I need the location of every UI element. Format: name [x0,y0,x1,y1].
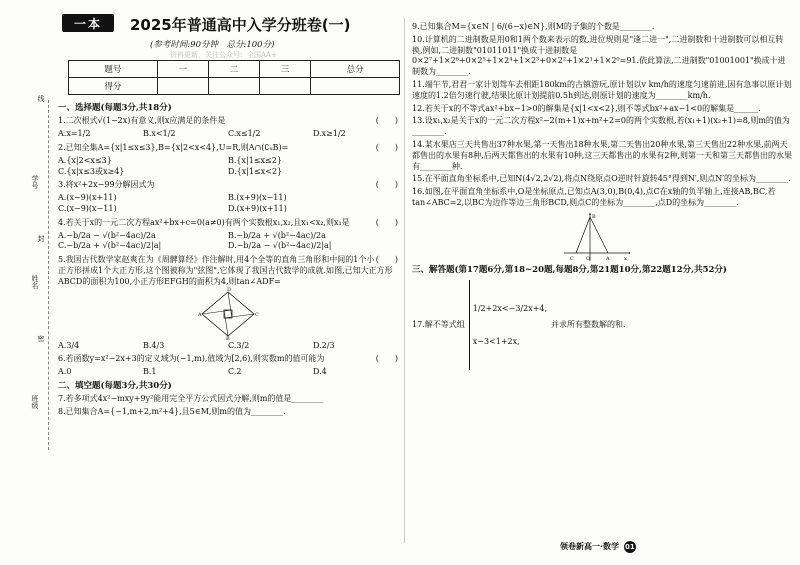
svg-text:C: C [570,255,574,262]
question-16[interactable]: 16.如图,在平面直角坐标系中,O是坐标原点,已知点A(3,0),B(0,4),点C在x轴的负半轴上,连接AB,BC,若tan∠ABC=2,以BC为边作等边三角形BCD,则点C的坐标为________,点D的坐标为________. [412,187,776,207]
score-entry-cell[interactable] [157,78,208,95]
option-a[interactable]: A.{x|2<x≤3} [58,155,112,165]
option-a[interactable]: A.0 [58,367,72,377]
inequality-system [469,280,547,370]
score-cell: 三 [260,61,311,78]
options-q4 [58,231,398,253]
right-column [412,22,792,372]
answer-blank[interactable]: ( ) [375,217,398,227]
question-9[interactable]: 9.已知集合M={x∈N | 6/(6−x)∈N},则M的子集的个数是________. [412,22,655,31]
score-table [68,60,400,95]
option-b[interactable]: B.−b/2a + √(b²−4ac)/2a [228,230,326,240]
options-q2 [58,156,398,178]
exam-subtitle: (参考时间:90分钟 总分:100分) [150,40,275,50]
inequality-1: 1/2+2x<−3/2x+4, [472,303,548,313]
page-footer [560,541,636,553]
option-b[interactable]: B.{x|1≤x≤2} [228,155,282,165]
gutter-label-line: 线 [37,95,45,102]
question-4: ( ) 4.若关于x的一元二次方程ax²+bx+c=0(a≠0)有两个实数根x₁,x₂,且x₁<x₂,则x₁是 [58,217,398,227]
option-a[interactable]: A.(x−9)(x+11) [58,193,117,203]
answer-blank[interactable]: ( ) [375,180,398,190]
score-table-header-row [69,61,400,78]
option-a[interactable]: A.3/4 [58,340,80,350]
question-14[interactable]: 14.某水果店三天共售出37种水果,第一天售出18种水果,第二天售出20种水果,第三天售出22种水果,前两天都售出的水果有8种,后两天都售出的水果有10种,这三天都售出的水果有2种,则第一天和第三天都售出的水果有________种. [412,139,792,171]
page-number: 01 [624,543,635,551]
score-cell: 总分 [311,61,400,78]
options-q5 [58,341,398,352]
section-heading: 一、选择题(每题3分,共18分) [58,103,172,113]
question-15[interactable]: 15.在平面直角坐标系中,已知N(4√2,2√2),将点N绕原点O逆时针旋转45°得到N′,则点N′的坐标为________. [412,174,791,184]
score-entry-cell[interactable] [260,78,311,95]
watermark-text: 资料更新，关注公众号：全国AA+ [170,51,277,59]
gutter-label-name: 姓名 [31,275,39,289]
option-c[interactable]: C.−b/2a + √(b²−4ac)/2|a| [58,241,162,251]
coordinate-triangle-figure [562,211,632,263]
question-5: ( ) 5.我国古代数学家赵爽在为《周髀算经》作注解时,用4个全等的直角三角形和中间的1个小正方形拼成1个大正方形,这个图被称为"弦图",它体现了我国古代数学的成就.如图,已知大正方形ABCD的面积为100,小正方形EFGH的面积为4,则tan∠ADF= [58,255,398,286]
question-7[interactable]: 7.若多项式4x²−mxy+9y²能用完全平方公式因式分解,则m的值是________ [58,394,324,404]
answer-blank[interactable]: ( ) [375,143,398,153]
gutter-label-student-id: 学号 [31,175,39,189]
score-table-score-row [69,78,400,95]
option-c[interactable]: C.(x−9)(x−11) [58,204,117,214]
score-entry-cell[interactable] [311,78,400,95]
question-6: ( ) 6.若函数y=x²−2x+3的定义域为(−1,m),值域为[2,6),则实数m的值可能为 [58,354,398,364]
svg-text:C: C [255,311,259,318]
option-a[interactable]: A.−b/2a − √(b²−4ac)/2a [58,230,156,240]
svg-text:B: B [592,213,596,220]
question-13[interactable]: 13.设x₁,x₂是关于x的一元二次方程x²−2(m+1)x+m²+2=0的两个实数根,若(x₁+1)(x₂+1)=8,则m的值为________. [412,116,790,137]
score-entry-cell[interactable] [208,78,259,95]
question-3: ( ) 3.将x²+2x−99分解因式为 [58,180,398,190]
zhao-shuang-diagram-area [58,286,398,342]
question-10[interactable]: 10.计算机的二进制数是用0和1两个数来表示的数,进位规则是"逢二进一",二进制数和十进制数可以相互转换,例如,二进制数"01011011"换成十进制数是0×2⁷+1×2⁶+0×2⁵+1×2⁴+1×2³+0×2²+1×2¹+1×2⁰=91.依此算法,二进制数"01001001"换成十进制数为________. [412,34,786,77]
option-c[interactable]: C.{x|x≤3或x≥4} [58,166,125,176]
options-q1 [58,129,398,140]
brand-logo: 一本 [62,14,114,32]
option-b[interactable]: B.(x+9)(x−11) [228,193,287,203]
section-heading: 二、填空题(每题3分,共30分) [58,381,172,392]
question-11[interactable]: 11.端午节,君君一家计划驾车去相距180km的古镇游玩,原计划以v km/h的速度匀速前进,因有急事以原计划速度的1.2倍匀速行驶,结果比原计划提前0.5h到达,则原计划的速度为________km/h. [412,79,792,100]
coordinate-figure-area [412,211,792,263]
svg-text:B: B [226,335,230,342]
option-d[interactable]: D.2/3 [313,340,335,350]
score-cell: 二 [208,61,259,78]
question-1: ( ) 1.二次根式√(1−2x)有意义,则x应满足的条件是 [58,116,398,126]
score-cell: 一 [157,61,208,78]
option-b[interactable]: B.x<1/2 [143,129,176,139]
options-q6 [58,367,398,378]
question-17-tail: 并求所有整数解的和. [551,319,626,329]
option-d[interactable]: D.−b/2a − √(b²−4ac)/2|a| [228,241,332,251]
question-2: ( ) 2.已知全集A={x|1≤x≤3},B={x|2<x<4},U=R,则A∩(∁ᵤB)= [58,143,398,153]
exam-title: 2025年普通高中入学分班卷(一) [130,16,351,34]
option-b[interactable]: B.1 [143,367,157,377]
option-a[interactable]: A.x=1/2 [58,129,91,139]
binding-gutter [6,95,54,455]
section-heading: 三、解答题(第17题6分,第18~20题,每题8分,第21题10分,第22题12分,共52分) [412,264,727,275]
binding-dash-line [48,100,49,450]
options-q3 [58,193,398,215]
footer-text: 领卷新高一·数学 [560,542,620,551]
inequality-2: x−3<1+2x, [472,337,520,347]
option-c[interactable]: C.3/2 [228,340,250,350]
score-cell: 得分 [69,78,158,95]
column-divider [404,18,405,543]
svg-text:x: x [624,255,627,262]
option-d[interactable]: D.(x+9)(x+11) [228,204,287,214]
question-17 [412,280,792,370]
option-d[interactable]: D.{x|1≤x<2} [228,166,283,176]
svg-text:A: A [606,255,610,262]
svg-text:O: O [586,255,591,262]
question-12[interactable]: 12.若关于x的不等式ax²+bx−1>0的解集是{x|1<x<2},则不等式bx²+ax−1<0的解集是______. [412,103,761,113]
left-column [58,101,398,420]
answer-blank[interactable]: ( ) [375,354,398,364]
question-8[interactable]: 8.已知集合A={−1,m+2,m²+4},且5∈M,则m的值为________. [58,407,286,417]
svg-text:A: A [198,311,202,318]
gutter-label-seal: 封 [37,235,45,242]
gutter-label-class: 班级 [31,395,39,409]
option-b[interactable]: B.4/3 [143,340,165,350]
svg-text:D: D [227,286,232,293]
option-d[interactable]: D.4 [313,367,327,377]
answer-blank[interactable]: ( ) [375,116,398,126]
option-c[interactable]: C.x≤1/2 [228,129,261,139]
option-d[interactable]: D.x≥1/2 [313,129,346,139]
answer-blank[interactable]: ( ) [375,255,398,265]
question-17-intro: 17.解不等式组 [412,319,465,329]
zhao-shuang-chord-diagram [198,286,259,342]
option-c[interactable]: C.2 [228,367,242,377]
gutter-label-secret: 密 [37,335,45,342]
score-cell: 题号 [69,61,158,78]
